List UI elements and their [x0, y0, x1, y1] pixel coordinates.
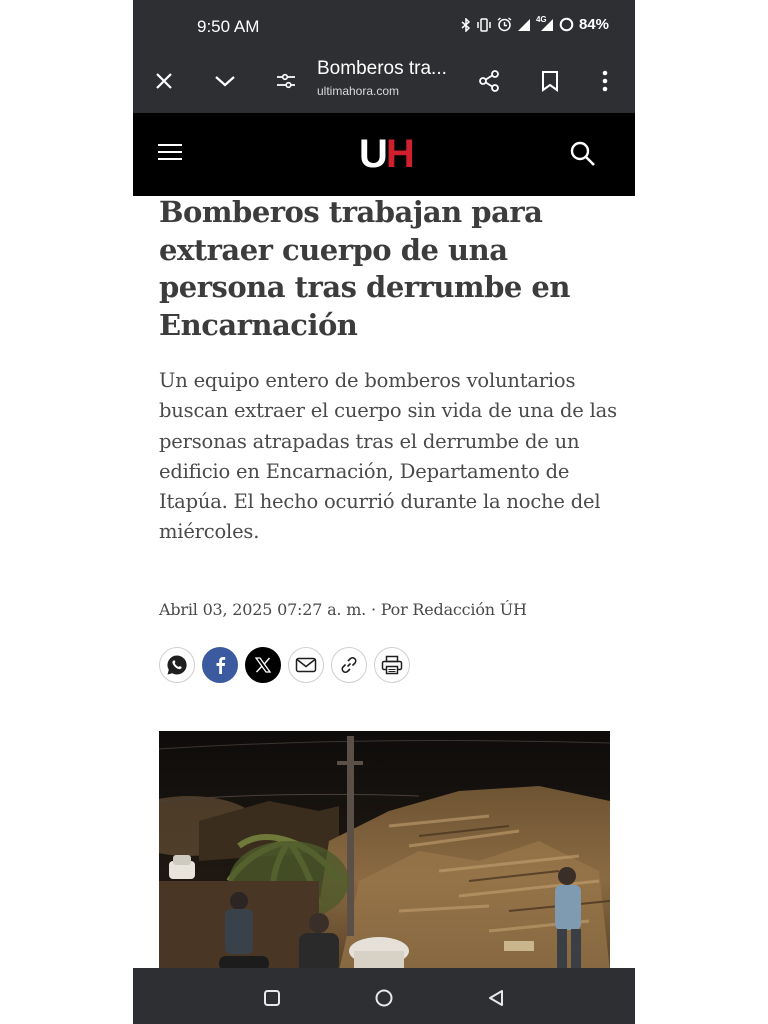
page-settings-button[interactable] [269, 64, 303, 98]
back-button[interactable] [481, 983, 511, 1013]
browser-toolbar [133, 50, 635, 113]
share-page-button[interactable] [472, 64, 506, 98]
x-icon [255, 657, 271, 673]
network-type: 4G [535, 14, 547, 24]
phone-screen [133, 0, 635, 1024]
article-meta: Abril 03, 2025 07:27 a. m. · Por Redacción ÚH [159, 600, 527, 619]
recents-icon [263, 989, 281, 1007]
article-headline: Bomberos trabajan para extraer cuerpo de una persona tras derrumbe en Encarnación [159, 195, 570, 342]
article-lead: Un equipo entero de bomberos voluntarios buscan extraer el cuerpo sin vida de una de las personas atrapadas tras el derrumbe de un edificio en Encarnación, Departamento de Itapúa. El hecho ocurrió durante la noche del miércoles. [159, 369, 617, 544]
status-bar [133, 0, 635, 50]
android-nav-bar [133, 968, 635, 1024]
close-button[interactable] [147, 64, 181, 98]
collapse-button[interactable] [208, 64, 242, 98]
status-icons [461, 16, 609, 33]
bookmark-icon [541, 70, 559, 92]
more-vert-icon [602, 70, 608, 92]
status-time: 9:50 AM [197, 17, 260, 36]
battery-percent: 84% [578, 16, 609, 33]
recents-button[interactable] [257, 983, 287, 1013]
copy-link-button[interactable] [331, 647, 367, 683]
logo-letter-h: H [385, 132, 413, 176]
collapsed-building-photo [159, 731, 610, 971]
article-photo[interactable] [159, 731, 610, 971]
alarm-icon [497, 17, 512, 32]
share-bar [159, 647, 410, 683]
whatsapp-share-button[interactable] [159, 647, 195, 683]
facebook-icon [214, 656, 226, 674]
back-icon [487, 989, 505, 1007]
email-icon [295, 657, 317, 673]
bluetooth-icon [461, 18, 471, 32]
wifi-signal-icon [517, 18, 531, 32]
print-icon [381, 655, 403, 675]
chevron-down-icon [214, 74, 236, 88]
menu-button[interactable] [157, 141, 185, 165]
facebook-share-button[interactable] [202, 647, 238, 683]
home-icon [374, 988, 394, 1008]
hamburger-menu-icon [157, 141, 183, 163]
whatsapp-icon [166, 654, 188, 676]
tune-icon [275, 72, 297, 90]
vibrate-icon [476, 18, 492, 32]
site-header [133, 113, 635, 196]
uh-logo[interactable] [359, 134, 413, 174]
tab-url[interactable]: ultimahora.com [317, 84, 400, 98]
print-button[interactable] [374, 647, 410, 683]
cell-signal-icon [535, 14, 554, 32]
bookmark-button[interactable] [533, 64, 567, 98]
search-button[interactable] [569, 140, 597, 168]
share-icon [477, 69, 501, 93]
home-button[interactable] [369, 983, 399, 1013]
link-icon [338, 654, 360, 676]
tab-title[interactable]: Bomberos tra... [317, 58, 447, 79]
logo-letter-u: U [359, 132, 386, 176]
more-options-button[interactable] [588, 64, 622, 98]
close-icon [155, 72, 173, 90]
battery-icon [559, 17, 574, 32]
search-icon [569, 140, 597, 168]
email-share-button[interactable] [288, 647, 324, 683]
x-share-button[interactable] [245, 647, 281, 683]
